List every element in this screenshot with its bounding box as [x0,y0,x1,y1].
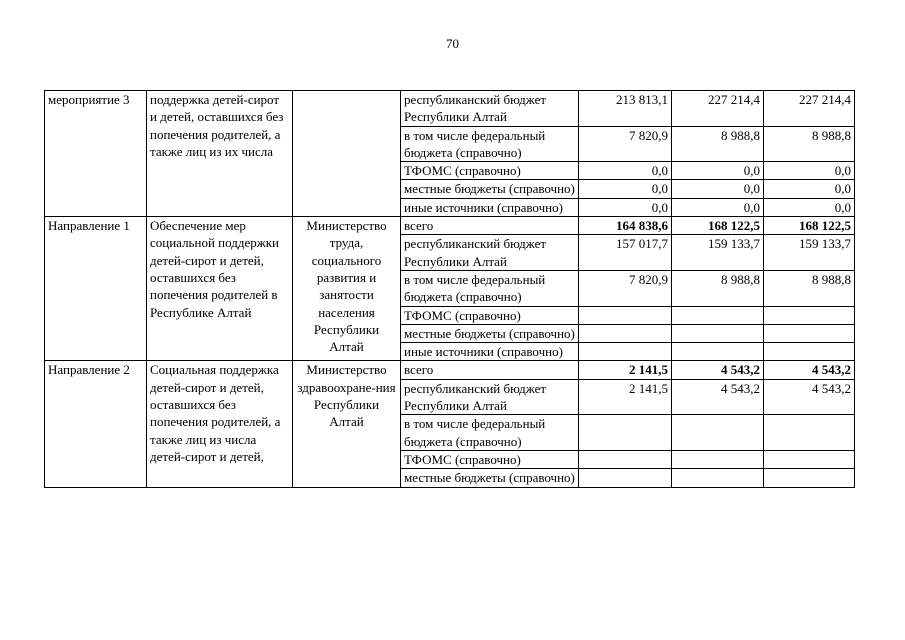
value-year-2: 159 133,7 [672,235,764,271]
program-code: Направление 2 [45,361,147,487]
value-year-2: 8 988,8 [672,270,764,306]
value-year-2: 0,0 [672,198,764,216]
value-year-1: 157 017,7 [579,235,672,271]
value-year-1 [579,306,672,324]
funding-source: иные источники (справочно) [401,198,579,216]
value-year-1 [579,343,672,361]
value-year-3 [764,469,855,487]
value-year-3: 4 543,2 [764,361,855,379]
value-year-1: 7 820,9 [579,126,672,162]
value-year-3: 227 214,4 [764,91,855,127]
value-year-2 [672,324,764,342]
value-year-2: 227 214,4 [672,91,764,127]
budget-table [44,90,855,488]
funding-source: республиканский бюджет Республики Алтай [401,91,579,127]
funding-source: ТФОМС (справочно) [401,450,579,468]
value-year-1: 2 141,5 [579,361,672,379]
value-year-2 [672,306,764,324]
value-year-2 [672,450,764,468]
value-year-1 [579,450,672,468]
value-year-1: 2 141,5 [579,379,672,415]
funding-source: иные источники (справочно) [401,343,579,361]
funding-source: ТФОМС (справочно) [401,306,579,324]
value-year-2 [672,343,764,361]
value-year-3: 8 988,8 [764,126,855,162]
value-year-3 [764,343,855,361]
program-name: поддержка детей-сирот и детей, оставшихся без попечения родителей, а также лиц из их числа [147,91,293,217]
value-year-2 [672,469,764,487]
value-year-3: 0,0 [764,198,855,216]
funding-source: местные бюджеты (справочно) [401,469,579,487]
value-year-1: 0,0 [579,180,672,198]
value-year-3: 4 543,2 [764,379,855,415]
funding-source: в том числе федеральный бюджета (справочно) [401,415,579,451]
value-year-1 [579,415,672,451]
page-number: 70 [446,36,459,51]
value-year-2: 4 543,2 [672,361,764,379]
value-year-3 [764,450,855,468]
table-row [45,91,855,127]
value-year-1 [579,469,672,487]
value-year-1: 213 813,1 [579,91,672,127]
funding-source: в том числе федеральный бюджета (справочно) [401,126,579,162]
funding-source: республиканский бюджет Республики Алтай [401,379,579,415]
value-year-3 [764,324,855,342]
value-year-2: 0,0 [672,180,764,198]
value-year-3 [764,415,855,451]
program-name: Социальная поддержка детей-сирот и детей, оставшихся без попечения родителей, а также лиц из числа детей-сирот и детей, [147,361,293,487]
value-year-2: 168 122,5 [672,217,764,235]
program-code: Направление 1 [45,217,147,361]
value-year-2: 8 988,8 [672,126,764,162]
value-year-1 [579,324,672,342]
value-year-3: 8 988,8 [764,270,855,306]
value-year-1: 164 838,6 [579,217,672,235]
funding-source: всего [401,361,579,379]
value-year-1: 0,0 [579,198,672,216]
program-executor: Министерство здравоохране-ния Республики Алтай [293,361,401,487]
funding-source: ТФОМС (справочно) [401,162,579,180]
value-year-3: 159 133,7 [764,235,855,271]
program-name: Обеспечение мер социальной поддержки детей-сирот и детей, оставшихся без попечения родителей в Республике Алтай [147,217,293,361]
funding-source: местные бюджеты (справочно) [401,324,579,342]
value-year-3 [764,306,855,324]
funding-source: местные бюджеты (справочно) [401,180,579,198]
value-year-3: 0,0 [764,180,855,198]
funding-source: республиканский бюджет Республики Алтай [401,235,579,271]
program-executor [293,91,401,217]
funding-source: в том числе федеральный бюджета (справочно) [401,270,579,306]
value-year-2: 0,0 [672,162,764,180]
program-executor: Министерство труда, социального развития и занятости населения Республики Алтай [293,217,401,361]
value-year-1: 7 820,9 [579,270,672,306]
value-year-3: 0,0 [764,162,855,180]
funding-source: всего [401,217,579,235]
table-row [45,217,855,235]
program-code: мероприятие 3 [45,91,147,217]
table-row [45,361,855,379]
value-year-2: 4 543,2 [672,379,764,415]
value-year-3: 168 122,5 [764,217,855,235]
value-year-1: 0,0 [579,162,672,180]
value-year-2 [672,415,764,451]
